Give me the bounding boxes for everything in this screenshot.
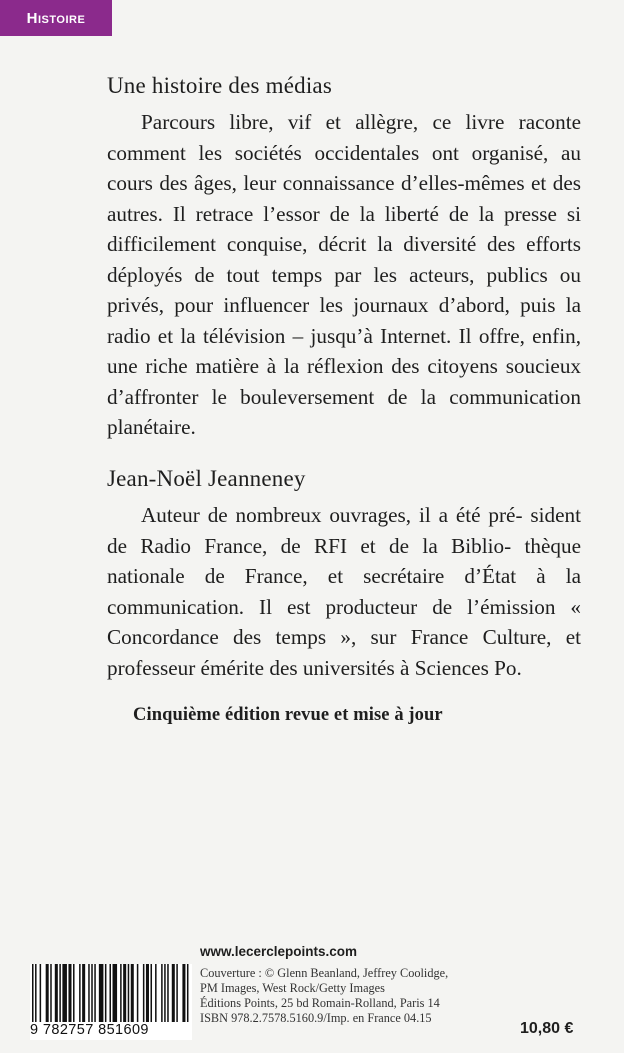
summary-line: bouleversement de la communication planétaire. — [107, 384, 581, 439]
summary-line: Internet. Il offre, enfin, une riche matière à la — [107, 323, 582, 378]
book-title: Une histoire des médias — [107, 73, 332, 98]
summary-line: presse si difficilement conquise, décrit la diversité — [107, 201, 582, 256]
barcode-bar — [131, 964, 134, 1022]
bio-line: professeur émérite des universités à Sciences Po. — [107, 655, 522, 680]
category-badge: Histoire — [0, 0, 112, 36]
barcode-bar — [151, 964, 153, 1022]
bio-line: Auteur de nombreux ouvrages, il a été pré- — [141, 503, 523, 527]
barcode-bar — [105, 964, 107, 1022]
credits-line: Couverture : © Glenn Beanland, Jeffrey Coolidge, — [200, 966, 449, 980]
summary-line: Parcours libre, vif et allègre, ce livre raconte — [141, 110, 581, 134]
barcode-digits: 9 782757 851609 — [30, 1022, 149, 1038]
barcode-bar — [32, 964, 34, 1022]
bio-line: thèque nationale de France, et secrétaire d’État à — [107, 533, 581, 588]
barcode-bar — [123, 964, 126, 1022]
barcode-bar — [35, 964, 37, 1022]
barcode-bar — [176, 964, 178, 1022]
barcode-bar — [46, 964, 49, 1022]
bio-line: « Concordance des temps », sur France Culture, et — [107, 594, 581, 649]
barcode-bar — [73, 964, 75, 1022]
barcode-bar — [94, 964, 96, 1022]
barcode-bar — [99, 964, 104, 1022]
barcode-bar — [172, 964, 175, 1022]
isbn-barcode — [30, 964, 192, 1040]
barcode-bar — [128, 964, 130, 1022]
barcode-bar — [88, 964, 90, 1022]
summary-line: cours des âges, leur connaissance d’elles-mêmes — [107, 171, 525, 195]
barcode-bar — [82, 964, 85, 1022]
barcode-bar — [40, 964, 42, 1022]
summary-line: comment les sociétés occidentales ont organisé, au — [107, 140, 581, 165]
barcode-bar — [143, 964, 145, 1022]
author-bio-paragraph — [107, 500, 581, 683]
barcode-bar — [59, 964, 61, 1022]
credits-line: ISBN 978.2.7578.5160.9/Imp. en France 04.15 — [200, 1011, 432, 1025]
barcode-bar — [50, 964, 52, 1022]
barcode-bars — [32, 964, 190, 1022]
credits-line: PM Images, West Rock/Getty Images — [200, 981, 385, 995]
bio-line: la communication. Il est producteur de l’émission — [107, 564, 581, 619]
summary-paragraph — [107, 107, 581, 443]
barcode-bar — [161, 964, 163, 1022]
summary-line: réflexion des citoyens soucieux d’affronter le — [107, 354, 582, 409]
bio-line: sident de Radio France, de RFI et de la Biblio- — [107, 503, 581, 558]
barcode-bar — [113, 964, 118, 1022]
barcode-bar — [187, 964, 189, 1022]
barcode-bar — [167, 964, 169, 1022]
summary-line: d’abord, puis la radio et la télévision – jusqu’à — [107, 293, 581, 348]
barcode-bar — [55, 964, 58, 1022]
barcode-bar — [109, 964, 111, 1022]
barcode-bar — [62, 964, 67, 1022]
publisher-website[interactable]: www.lecerclepoints.com — [200, 944, 358, 959]
summary-line: et des autres. Il retrace l’essor de la liberté de la — [107, 171, 581, 226]
barcode-bar — [91, 964, 93, 1022]
author-name: Jean-Noël Jeanneney — [107, 466, 306, 491]
barcode-bar — [79, 964, 81, 1022]
price-label: 10,80 € — [520, 1020, 574, 1037]
barcode-bar — [68, 964, 71, 1022]
summary-line: publics ou privés, pour influencer les journaux — [107, 262, 581, 317]
barcode-bar — [146, 964, 149, 1022]
barcode-bar — [155, 964, 157, 1022]
summary-line: des efforts déployés de tout temps par les acteurs, — [107, 232, 581, 287]
barcode-bar — [120, 964, 122, 1022]
barcode-bar — [164, 964, 166, 1022]
edition-note: Cinquième édition revue et mise à jour — [133, 705, 443, 725]
credits-line: Éditions Points, 25 bd Romain-Rolland, Paris 14 — [200, 996, 440, 1010]
barcode-bar — [182, 964, 185, 1022]
credits-block — [200, 966, 500, 1026]
barcode-bar — [137, 964, 139, 1022]
